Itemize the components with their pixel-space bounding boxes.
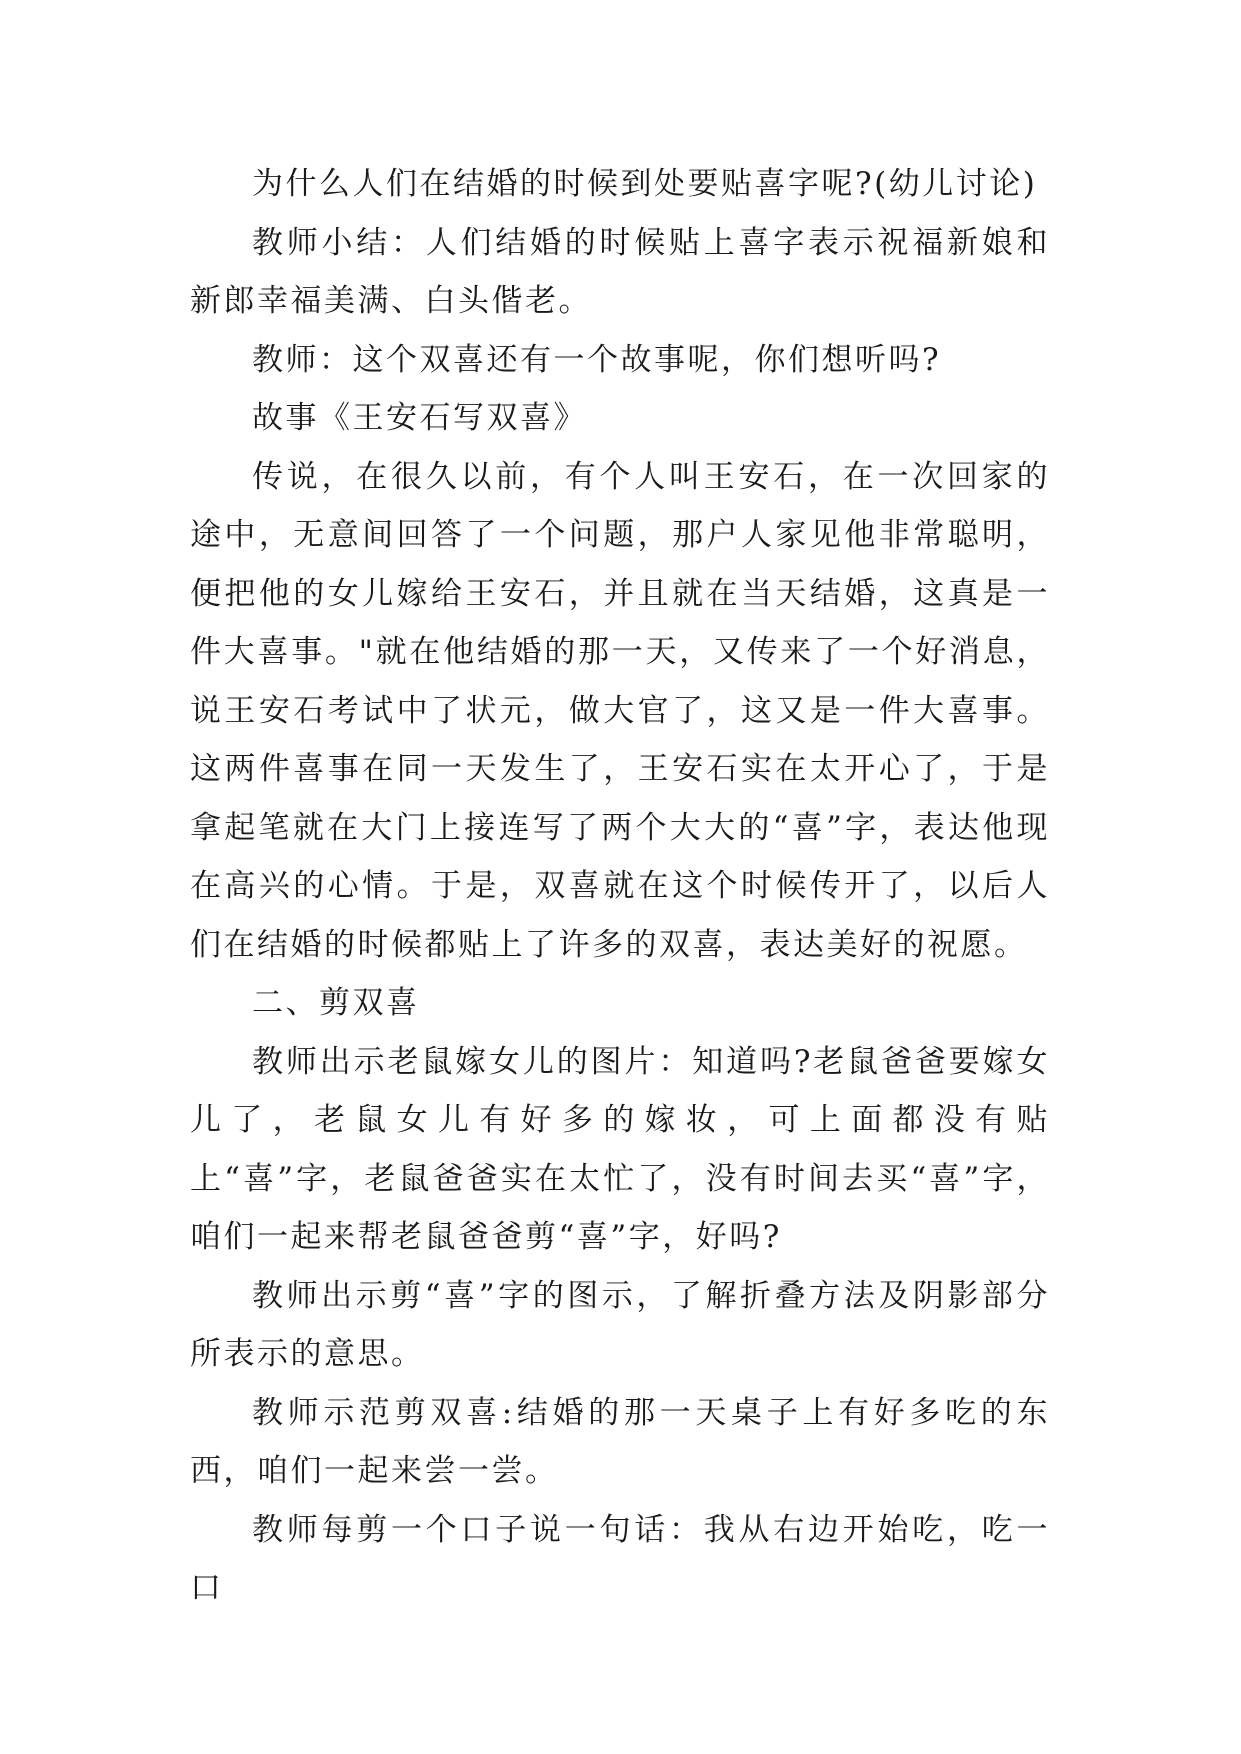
paragraph-teacher-summary: 教师小结：人们结婚的时候贴上喜字表示祝福新娘和新郎幸福美满、白头偕老。: [190, 224, 1050, 319]
paragraph-story: 传说，在很久以前，有个人叫王安石，在一次回家的途中，无意间回答了一个问题，那户人家见他非常聪明，便把他的女儿嫁给王安石，并且就在当天结婚，这真是一件大喜事。"就在他结婚的那一天，又传来了一个好消息，说王安石考试中了状元，做大官了，这又是一件大喜事。这两件喜事在同一天发生了，王安石实在太开心了，于是拿起笔就在大门上接连写了两个大大的“喜”字，表达他现在高兴的心情。于是，双喜就在这个时候传开了，以后人们在结婚的时候都贴上了许多的双喜，表达美好的祝愿。: [190, 458, 1050, 963]
section-heading: 二、剪双喜: [252, 985, 420, 1021]
story-title: 故事《王安石写双喜》: [252, 400, 587, 436]
paragraph-teacher-prompt: 教师：这个双喜还有一个故事呢，你们想听吗?: [252, 341, 942, 378]
paragraph-cut-narration: 教师每剪一个口子说一句话：我从右边开始吃，吃一口: [190, 1511, 1050, 1606]
paragraph-folding-diagram: 教师出示剪“喜”字的图示，了解折叠方法及阴影部分所表示的意思。: [190, 1277, 1050, 1372]
paragraph-question: 为什么人们在结婚的时候到处要贴喜字呢?(幼儿讨论): [252, 166, 1038, 202]
document-page: [190, 155, 1050, 1618]
paragraph-mouse-picture: 教师出示老鼠嫁女儿的图片：知道吗?老鼠爸爸要嫁女儿了，老鼠女儿有好多的嫁妆，可上面都没有贴上“喜”字，老鼠爸爸实在太忙了，没有时间去买“喜”字，咱们一起来帮老鼠爸爸剪“喜”字，好吗?: [190, 1043, 1050, 1255]
paragraph-demo-cutting: 教师示范剪双喜:结婚的那一天桌子上有好多吃的东西，咱们一起来尝一尝。: [190, 1394, 1050, 1489]
